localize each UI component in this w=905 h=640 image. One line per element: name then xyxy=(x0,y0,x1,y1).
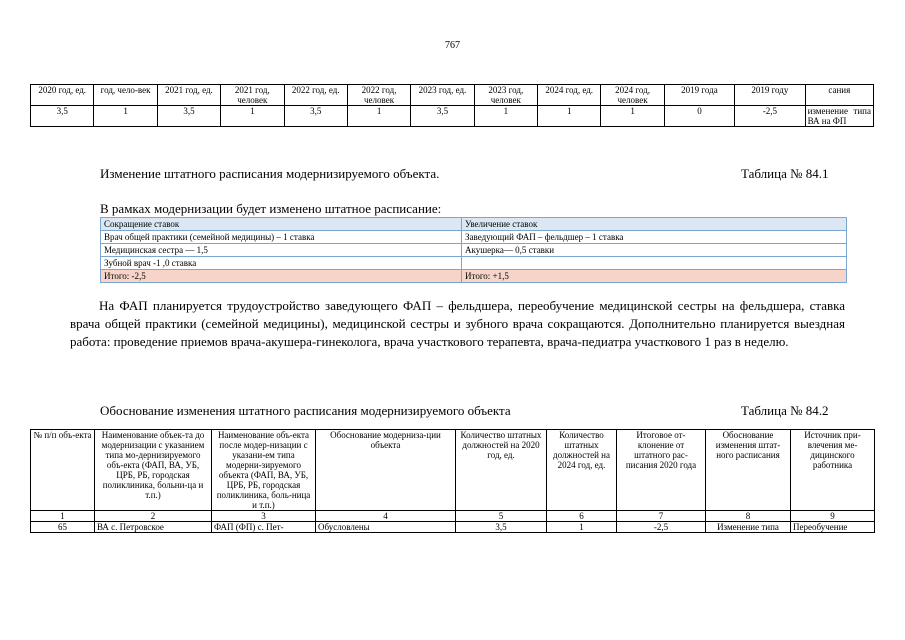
table-row xyxy=(101,257,847,270)
table-row xyxy=(101,244,847,257)
table-total-row xyxy=(101,270,847,283)
table-header-cell: 2023 год, ед. xyxy=(411,85,474,106)
table-caption-title: Обоснование изменения штатного расписания модернизируемого объекта xyxy=(100,403,511,418)
table-header-cell: 2024 год, ед. xyxy=(538,85,601,106)
table-header-cell: 2020 год, ед. xyxy=(31,85,94,106)
table-header-cell: 2023 год, человек xyxy=(474,85,537,106)
table-header-cell: Обоснование модерниза-ции объекта xyxy=(316,430,456,511)
table-cell: изменение типа ВА на ФП xyxy=(805,106,873,127)
table-cell: 65 xyxy=(31,522,95,533)
column-number-cell: 9 xyxy=(791,511,875,522)
table-header-cell: 2019 году xyxy=(735,85,805,106)
table-header-cell: Сокращение ставок xyxy=(101,218,462,231)
table-header-cell: 2022 год, ед. xyxy=(284,85,347,106)
table-cell: 3,5 xyxy=(456,522,547,533)
table-header-cell: сания xyxy=(805,85,873,106)
table-caption-number: Таблица № 84.1 xyxy=(741,166,829,181)
table-cell: Заведующий ФАП – фельдшер – 1 ставка xyxy=(462,231,847,244)
table-cell: 1 xyxy=(601,106,664,127)
body-paragraph xyxy=(70,297,845,351)
paragraph-text: На ФАП планируется трудоустройство заведующего ФАП – фельдшера, переобучение медицинской сестры на фельдшера, ставка врача общей практики (семейной медицины), медицинской сестры и зубного врача сокращаются. Дополнительно планируется выездная работа: проведение приемов врача-акушера-гинеколога, врача участкового терапевта, врача-педиатра участкового 1 раз в неделю. xyxy=(70,298,845,349)
table-header-cell: Наименование объ-екта после модер-низации с указани-ем типа модерни-зируемого объекта (ФАП, ВА, УБ, ЦРБ, РБ, городская поликлиника, боль-ница и т.п.) xyxy=(212,430,316,511)
table-cell: 1 xyxy=(474,106,537,127)
table-header-cell: Количество штатных должностей на 2024 год, ед. xyxy=(547,430,617,511)
table-cell: Переобучение xyxy=(791,522,875,533)
table-cell: Обусловлены xyxy=(316,522,456,533)
intro-line: В рамках модернизации будет изменено штатное расписание: xyxy=(100,201,442,216)
table-header-cell: год, чело-век xyxy=(94,85,157,106)
column-number-cell: 2 xyxy=(95,511,212,522)
table-cell: 0 xyxy=(664,106,734,127)
table-cell: 1 xyxy=(94,106,157,127)
table-header-cell: Источник при-влечения ме-дицинского работника xyxy=(791,430,875,511)
table-row xyxy=(31,522,875,533)
column-number-cell: 3 xyxy=(212,511,316,522)
table-caption-number: Таблица № 84.2 xyxy=(741,403,829,418)
column-number-cell: 4 xyxy=(316,511,456,522)
table-header-row xyxy=(31,430,875,511)
page-number: 767 xyxy=(445,40,460,51)
table-cell xyxy=(462,257,847,270)
table-header-cell: Наименование объек-та до модернизации с указанием типа мо-дернизируемого объ-екта (ФАП, ВА, УБ, ЦРБ, РБ, городская поликлиника, больни-ца и т.п.) xyxy=(95,430,212,511)
table-header-cell: 2021 год, ед. xyxy=(157,85,220,106)
column-number-cell: 7 xyxy=(617,511,706,522)
table-header-row xyxy=(101,218,847,231)
table-cell: 1 xyxy=(221,106,284,127)
table-cell: 3,5 xyxy=(31,106,94,127)
table-cell: 1 xyxy=(547,522,617,533)
table-cell: 3,5 xyxy=(157,106,220,127)
table-header-row xyxy=(31,85,874,106)
table-cell: Акушерка— 0,5 ставки xyxy=(462,244,847,257)
table-cell: 3,5 xyxy=(411,106,474,127)
staffing-justification-table xyxy=(30,429,875,533)
table-header-cell: 2019 года xyxy=(664,85,734,106)
column-number-cell: 5 xyxy=(456,511,547,522)
table-cell: Итого: +1,5 xyxy=(462,270,847,283)
table-cell: ФАП (ФП) с. Пет- xyxy=(212,522,316,533)
column-number-cell: 1 xyxy=(31,511,95,522)
table-cell: Зубной врач -1 ,0 ставка xyxy=(101,257,462,270)
column-number-cell: 8 xyxy=(706,511,791,522)
table-cell: ВА с. Петровское xyxy=(95,522,212,533)
table-cell: -2,5 xyxy=(735,106,805,127)
table-header-cell: Количество штатных должностей на 2020 год, ед. xyxy=(456,430,547,511)
table-cell: Медицинская сестра — 1,5 xyxy=(101,244,462,257)
table-row xyxy=(31,106,874,127)
table-header-cell: Итоговое от-клонение от штатного рас-писания 2020 года xyxy=(617,430,706,511)
table-cell: Врач общей практики (семейной медицины) – 1 ставка xyxy=(101,231,462,244)
table-cell: Изменение типа xyxy=(706,522,791,533)
table-column-number-row xyxy=(31,511,875,522)
table-cell: Итого: -2,5 xyxy=(101,270,462,283)
table-header-cell: 2024 год, человек xyxy=(601,85,664,106)
table-header-cell: Обоснование изменения штат-ного расписания xyxy=(706,430,791,511)
table-caption-title: Изменение штатного расписания модернизируемого объекта. xyxy=(100,166,440,181)
table-header-cell: 2022 год, человек xyxy=(347,85,410,106)
table-header-cell: Увеличение ставок xyxy=(462,218,847,231)
table-header-cell: № п/п объ-екта xyxy=(31,430,95,511)
table-cell: 1 xyxy=(538,106,601,127)
table-cell: 1 xyxy=(347,106,410,127)
staffing-forecast-table xyxy=(30,84,874,127)
table-row xyxy=(101,231,847,244)
table-cell: 3,5 xyxy=(284,106,347,127)
staff-change-table xyxy=(100,217,847,283)
column-number-cell: 6 xyxy=(547,511,617,522)
table-header-cell: 2021 год, человек xyxy=(221,85,284,106)
table-cell: -2,5 xyxy=(617,522,706,533)
